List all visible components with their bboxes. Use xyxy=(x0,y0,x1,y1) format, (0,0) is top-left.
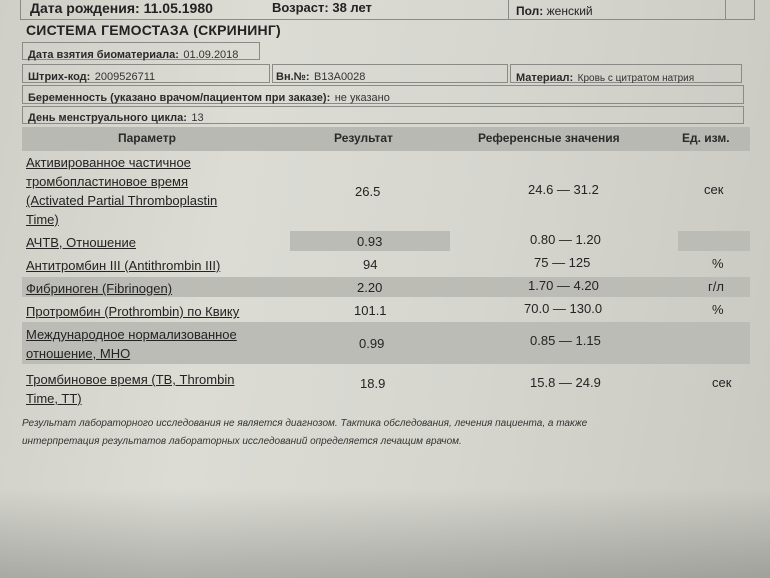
pregnancy-value: не указано xyxy=(334,92,390,104)
photo-shadow xyxy=(0,488,770,578)
parameter-name: Протромбин (Prothrombin) по Квику xyxy=(26,304,240,319)
parameter-line: тромбопластиновое время xyxy=(26,174,189,189)
shaded-cell xyxy=(678,231,750,251)
unit: г/л xyxy=(708,279,724,294)
result-value: 18.9 xyxy=(360,376,386,391)
parameter-line: Активированное частичное xyxy=(26,155,191,170)
footnote-line-1: Результат лабораторного исследования не является диагнозом. Тактика обследования, лечения пациента, а также xyxy=(22,418,588,429)
parameter-line: отношение, МНО xyxy=(26,346,131,361)
reference-range: 15.8 — 24.9 xyxy=(530,375,601,390)
reference-range: 24.6 — 31.2 xyxy=(528,182,599,197)
sex-value: женский xyxy=(546,4,593,18)
col-header-parameter: Параметр xyxy=(118,131,176,145)
internal-number-label: Вн.№: xyxy=(276,71,310,83)
report-title: СИСТЕМА ГЕМОСТАЗА (СКРИНИНГ) xyxy=(26,22,281,38)
pregnancy xyxy=(28,88,390,106)
material-label: Материал: xyxy=(516,72,574,84)
age xyxy=(272,0,372,15)
cycle-day-value: 13 xyxy=(191,112,204,124)
result-value: 2.20 xyxy=(357,280,383,295)
parameter-name: Антитромбин III (Antithrombin III) xyxy=(26,258,221,273)
unit: сек xyxy=(712,375,732,390)
sex xyxy=(516,4,593,18)
material-value: Кровь с цитратом натрия xyxy=(577,73,695,84)
col-header-reference: Референсные значения xyxy=(478,131,620,145)
col-header-unit: Ед. изм. xyxy=(682,131,730,145)
reference-range: 1.70 — 4.20 xyxy=(528,278,599,293)
result-value: 101.1 xyxy=(354,303,387,318)
pregnancy-label: Беременность (указано врачом/пациентом при заказе): xyxy=(28,92,331,104)
unit: % xyxy=(712,256,724,271)
internal-number-value: В13А0028 xyxy=(314,71,366,83)
parameter-line: Time) xyxy=(26,212,59,227)
cycle-day-label: День менструального цикла: xyxy=(28,112,187,124)
result-value: 94 xyxy=(363,257,378,272)
result-value: 26.5 xyxy=(355,184,381,199)
parameter-line: Тромбиновое время (ТВ, Thrombin xyxy=(26,372,235,387)
parameter-line: (Activated Partial Thromboplastin xyxy=(26,193,218,208)
parameter-line: Международное нормализованное xyxy=(26,327,237,342)
result-value: 0.99 xyxy=(359,336,385,351)
col-header-result: Результат xyxy=(334,131,393,145)
parameter-name xyxy=(26,370,234,408)
age-value: 38 лет xyxy=(332,0,372,15)
parameter-name: Фибриноген (Fibrinogen) xyxy=(26,281,173,296)
footnote-line-2: интерпретация результатов лабораторных исследований определяется лечащим врачом. xyxy=(22,436,462,447)
birth-date-label: Дата рождения: xyxy=(30,0,140,16)
material xyxy=(516,68,694,86)
parameter-name xyxy=(26,325,237,363)
barcode-value: 2009526711 xyxy=(94,71,156,83)
unit: % xyxy=(712,302,724,317)
parameter-line: Time, TT) xyxy=(26,391,82,406)
parameter-name xyxy=(26,153,217,229)
barcode xyxy=(28,67,155,85)
reference-range: 75 — 125 xyxy=(534,255,591,270)
internal-number xyxy=(276,67,365,85)
age-label: Возраст: xyxy=(272,0,329,15)
reference-range: 70.0 — 130.0 xyxy=(524,301,603,316)
result-value: 0.93 xyxy=(357,234,383,249)
reference-range: 0.80 — 1.20 xyxy=(530,232,601,247)
birth-date-value: 11.05.1980 xyxy=(143,0,213,16)
barcode-label: Штрих-код: xyxy=(28,71,91,83)
parameter-name: АЧТВ, Отношение xyxy=(26,235,136,250)
unit: сек xyxy=(704,182,724,197)
birth-date xyxy=(30,0,213,16)
sex-label: Пол: xyxy=(516,4,544,18)
sample-date-value: 01.09.2018 xyxy=(183,49,239,61)
reference-range: 0.85 — 1.15 xyxy=(530,333,601,348)
sample-date xyxy=(28,45,238,63)
sample-date-label: Дата взятия биоматериала: xyxy=(28,49,179,61)
cycle-day xyxy=(28,108,204,126)
